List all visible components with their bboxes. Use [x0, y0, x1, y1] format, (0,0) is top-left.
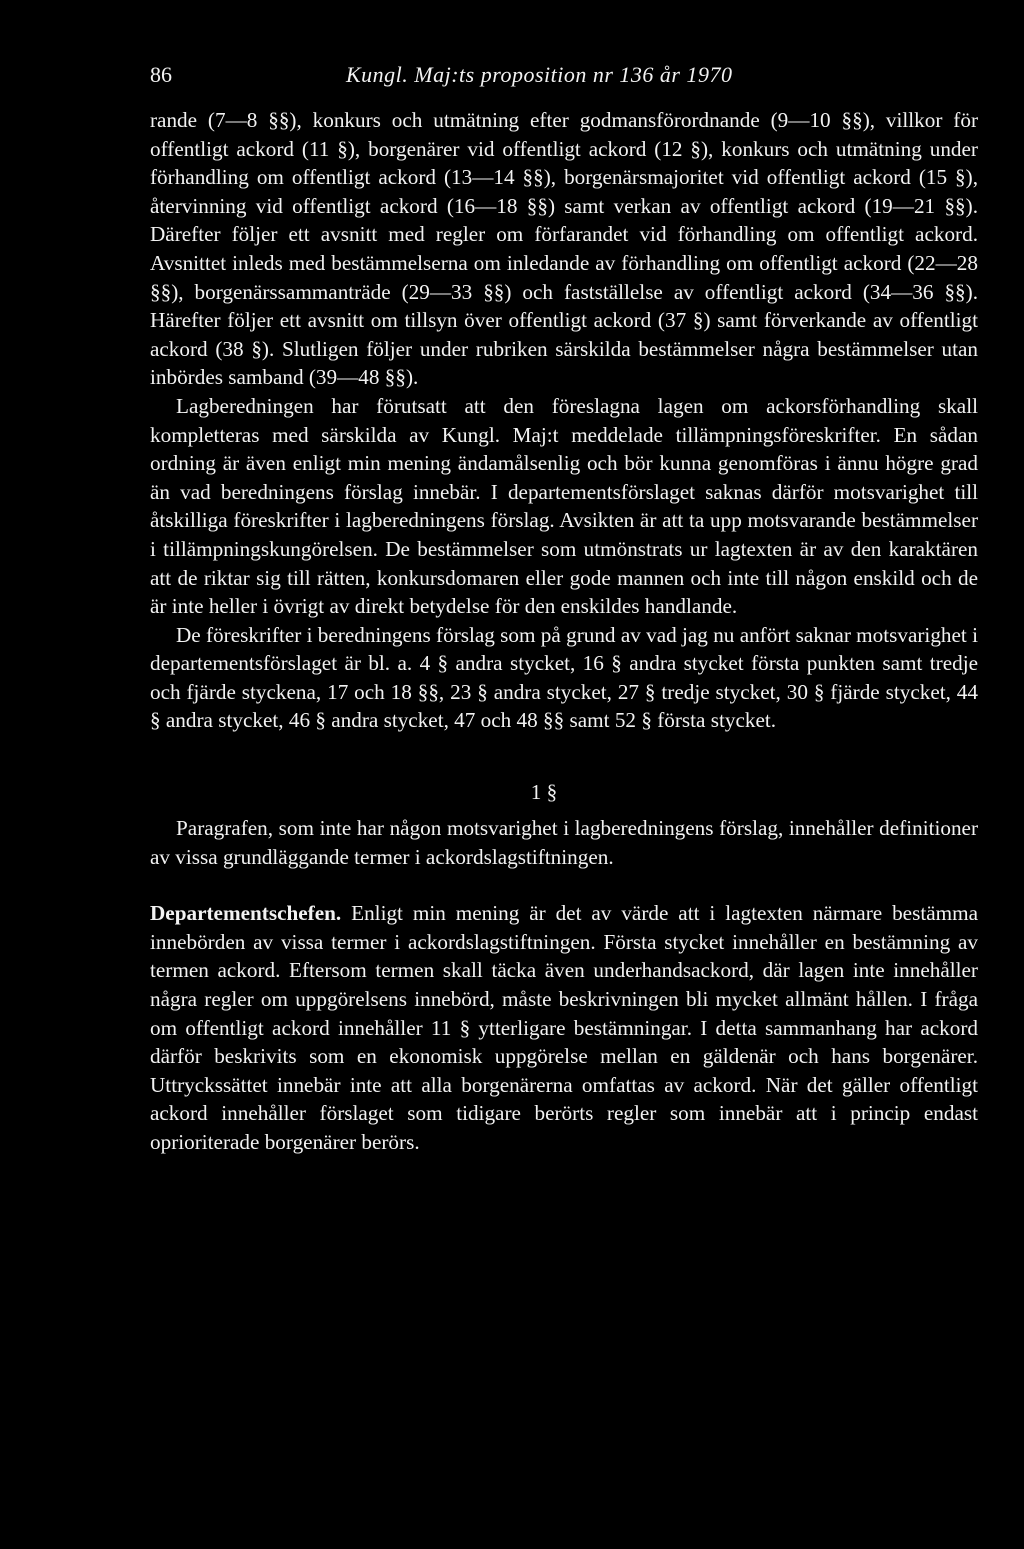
speaker-label: Departementschefen.: [150, 901, 342, 926]
paragraph-paragrafen: Paragrafen, som inte har någon motsvarighet i lagberedningens förslag, innehåller definitioner av vissa grundläggande termer i ackordslagstiftningen.: [150, 816, 978, 869]
paragraph-gap: [150, 871, 978, 899]
paragraph-departementschefen: [150, 899, 978, 1156]
paragraph-lagberedningen: Lagberedningen har förutsatt att den föreslagna lagen om ackorsförhandling skall kompletteras med särskilda av Kungl. Maj:t meddelade tillämpningsföreskrifter. En sådan ordning är även enligt min mening ändamålsenlig och bör kunna genomföras i ännu högre grad än vad beredningens förslag innebär. I departementsförslaget saknas därför motsvarighet till åtskilliga föreskrifter i lagberedningens förslag. Avsikten är att ta upp motsvarande bestämmelser i tillämpningskungörelsen. De bestämmelser som utmönstrats ur lagtexten är av den karaktären att de riktar sig till rätten, konkursdomaren eller gode mannen och inte till någon enskild och de är inte heller i övrigt av direkt betydelse för den enskildes handlande.: [150, 393, 978, 619]
paragraph-foreskrifter: De föreskrifter i beredningens förslag som på grund av vad jag nu anfört saknar motsvarighet i departementsförslaget är bl. a. 4 § andra stycket, 16 § andra stycket första punkten samt tredje och fjärde styckena, 17 och 18 §§, 23 § andra stycket, 27 § tredje stycket, 30 § fjärde stycket, 44 § andra stycket, 46 § andra stycket, 47 och 48 §§ samt 52 § första stycket.: [150, 622, 978, 733]
section-heading: 1 §: [530, 780, 558, 805]
page-number: 86: [150, 62, 172, 87]
body-text: [150, 106, 978, 1157]
running-title: Kungl. Maj:ts proposition nr 136 år 1970: [346, 62, 733, 87]
paragraph-departementschefen-text: Enligt min mening är det av värde att i lagtexten närmare bestämma innebörden av vissa termer i ackordslagstiftningen. Första stycket innehåller en bestämning av termen ackord. Eftersom termen skall täcka även underhandsackord, där lagen inte innehåller några regler om uppgörelsens innebörd, måste beskrivningen bli mycket allmänt hållen. I fråga om offentligt ackord innehåller 11 § ytterligare bestämningar. I detta sammanhang har ackord därför beskrivits som en ekonomisk uppgörelse mellan en gäldenär och hans borgenärer. Uttryckssättet innebär inte att alla borgenärerna omfattas av ackord. När det gäller offentligt ackord innehåller förslaget som tidigare berörts regler som innebär att i princip endast oprioriterade borgenärer berörs.: [150, 901, 978, 1154]
document-page: [150, 62, 978, 1157]
paragraph-continuation: rande (7—8 §§), konkurs och utmätning efter godmansförordnande (9—10 §§), villkor för offentligt ackord (11 §), borgenärer vid offentligt ackord (12 §), konkurs och utmätning under förhandling om offentligt ackord (13—14 §§), borgenärsmajoritet vid offentligt ackord (15 §), återvinning vid offentligt ackord (16—18 §§) samt verkan av offentligt ackord (19—21 §§). Därefter följer ett avsnitt med regler om förfarandet vid förhandling om offentligt ackord. Avsnittet inleds med bestämmelserna om inledande av förhandling om offentligt ackord (22—28 §§), borgenärssammanträde (29—33 §§) och fastställelse av offentligt ackord (34—36 §§). Härefter följer ett avsnitt om tillsyn över offentligt ackord (37 §) samt förverkande av offentligt ackord (38 §). Slutligen följer under rubriken särskilda bestämmelser några bestämmelser utan inbördes samband (39—48 §§).: [150, 108, 978, 390]
page-header: [150, 62, 978, 94]
